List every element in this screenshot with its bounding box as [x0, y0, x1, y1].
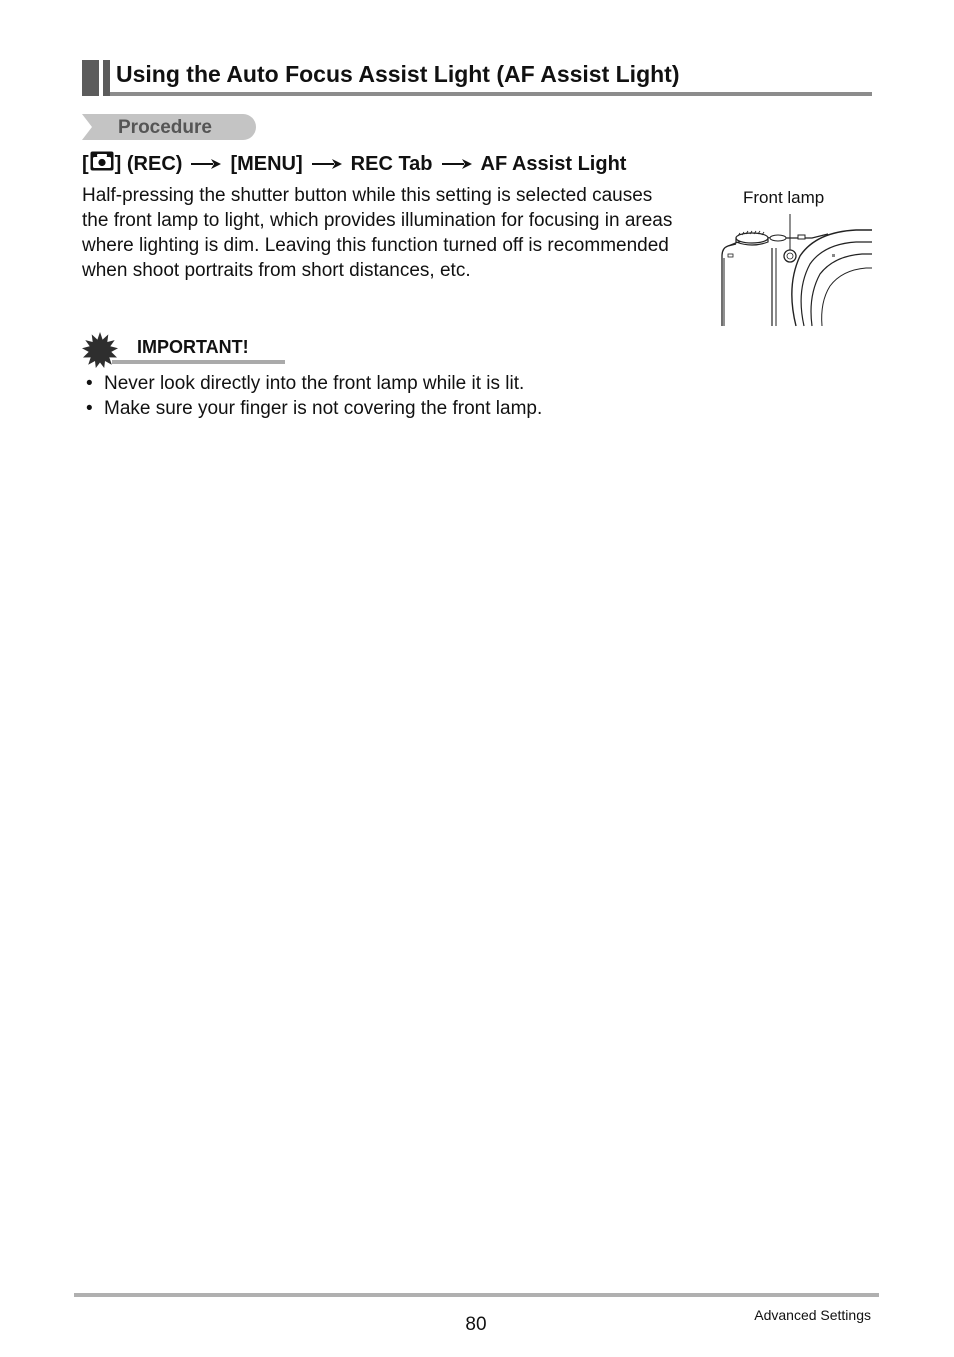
camera-icon: [90, 151, 114, 177]
procedure-label: Procedure: [118, 117, 212, 138]
bullet-icon: •: [86, 398, 93, 419]
page-number: 80: [465, 1314, 487, 1335]
important-label: IMPORTANT!: [137, 337, 249, 357]
footer-rule: [74, 1293, 879, 1297]
heading-bar-thin: [103, 60, 110, 96]
important-callout: [82, 332, 287, 366]
list-item: [82, 396, 542, 421]
front-lamp-figure: [716, 186, 876, 328]
procedure-tab-notch: [82, 114, 92, 140]
section-heading: [82, 58, 872, 98]
menu-path-menu: [MENU]: [230, 152, 303, 175]
footer-section-title: Advanced Settings: [754, 1307, 871, 1323]
menu-path-rec: ] (REC): [114, 152, 183, 175]
heading-underline: [110, 92, 872, 96]
procedure-tab: [82, 114, 256, 140]
arrow-right-icon: [191, 153, 221, 176]
menu-path: [82, 150, 626, 178]
menu-path-af-assist-light: AF Assist Light: [480, 152, 627, 175]
list-item-text: Make sure your finger is not covering the front lamp.: [104, 398, 543, 419]
important-list: [82, 371, 542, 421]
arrow-right-icon: [442, 153, 472, 176]
front-lamp-label: Front lamp: [743, 188, 825, 207]
menu-path-bracket-open: [: [82, 152, 89, 175]
list-item: [82, 371, 542, 396]
starburst-icon: [82, 332, 118, 373]
important-underline: [112, 360, 285, 364]
menu-path-rec-tab: REC Tab: [350, 152, 433, 175]
description-paragraph: Half-pressing the shutter button while this setting is selected causes the front lamp to light, which provides illumination for focusing in areas where lighting is dim. Leaving this function turned off is recommended when shoot portraits from short distances, etc.: [82, 185, 673, 281]
page-title: Using the Auto Focus Assist Light (AF Assist Light): [116, 61, 680, 87]
list-item-text: Never look directly into the front lamp while it is lit.: [104, 373, 525, 394]
bullet-icon: •: [86, 373, 93, 394]
arrow-right-icon: [312, 153, 342, 176]
heading-bar: [82, 60, 99, 96]
